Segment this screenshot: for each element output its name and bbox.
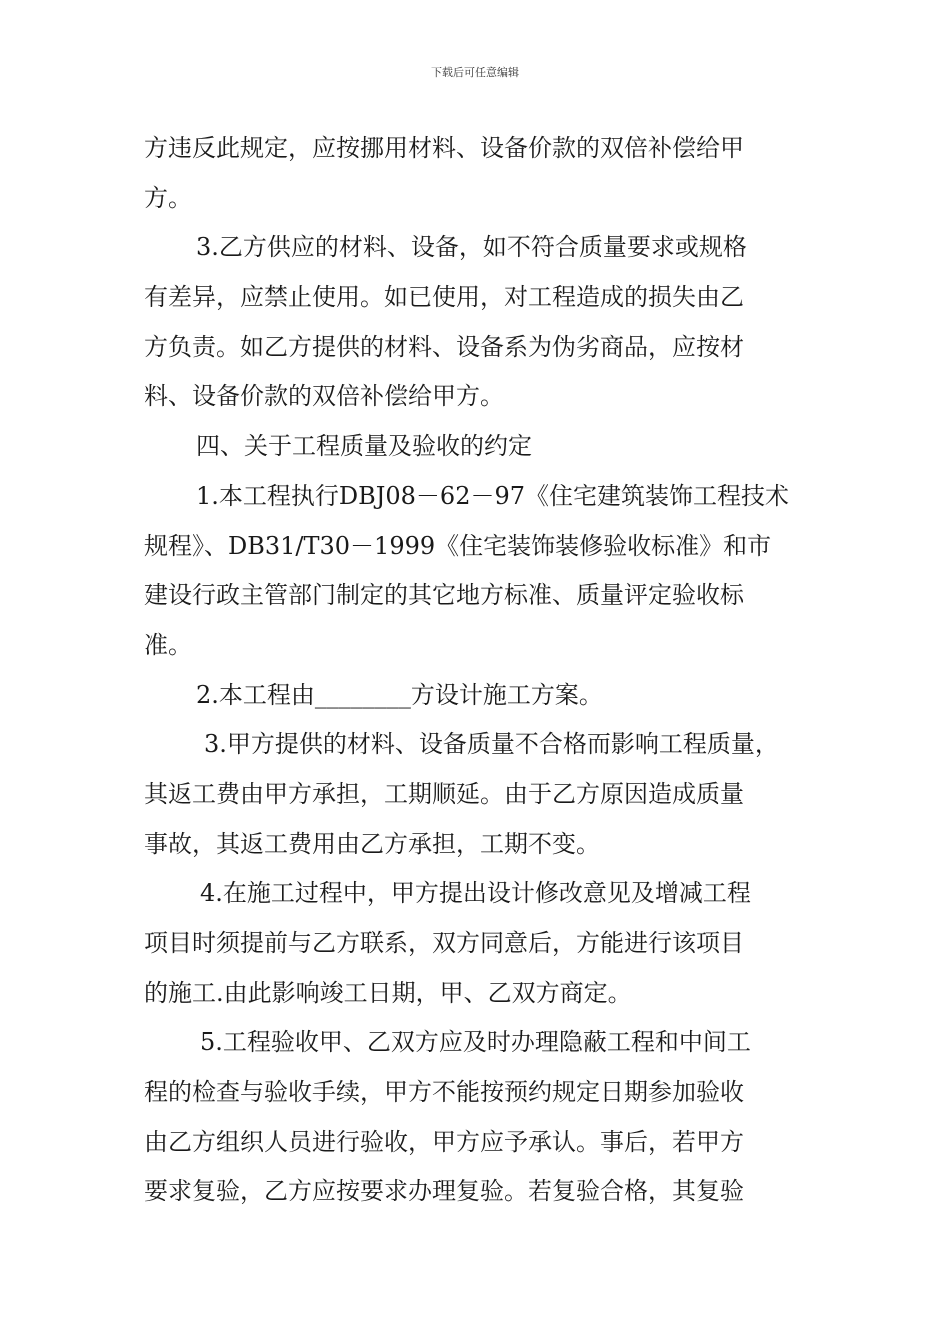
text-line: 其返工费由甲方承担，工期顺延。由于乙方原因造成质量 bbox=[144, 779, 744, 808]
text-line: 要求复验，乙方应按要求办理复验。若复验合格，其复验 bbox=[144, 1177, 744, 1206]
document-body bbox=[144, 124, 812, 1217]
text-line: 5.工程验收甲、乙双方应及时办理隐蔽工程和中间工 bbox=[200, 1028, 751, 1057]
text-line: 由乙方组织人员进行验收，甲方应予承认。事后，若甲方 bbox=[144, 1127, 744, 1156]
text-line: 程的检查与验收手续，甲方不能按预约规定日期参加验收 bbox=[144, 1078, 744, 1107]
text-line: 方。 bbox=[144, 183, 192, 212]
text-line: 料、设备价款的双倍补偿给甲方。 bbox=[144, 382, 504, 411]
text-line: 规程》、DB31/T30－1999《住宅装饰装修验收标准》和市 bbox=[144, 531, 772, 560]
text-line: 的施工.由此影响竣工日期，甲、乙双方商定。 bbox=[144, 978, 632, 1007]
text-line: 有差异，应禁止使用。如已使用，对工程造成的损失由乙 bbox=[144, 283, 744, 312]
text-line: 3.甲方提供的材料、设备质量不合格而影响工程质量， bbox=[204, 730, 779, 759]
text-line: 3.乙方供应的材料、设备，如不符合质量要求或规格 bbox=[196, 233, 747, 262]
text-line: 2.本工程由________方设计施工方案。 bbox=[196, 680, 603, 709]
text-line: 4.在施工过程中，甲方提出设计修改意见及增减工程 bbox=[200, 879, 751, 908]
text-line: 建设行政主管部门制定的其它地方标准、质量评定验收标 bbox=[144, 581, 744, 610]
text-line: 1.本工程执行DBJ08－62－97《住宅建筑装饰工程技术 bbox=[196, 481, 790, 510]
text-line: 事故，其返工费用由乙方承担，工期不变。 bbox=[144, 829, 600, 858]
section-heading: 四、关于工程质量及验收的约定 bbox=[196, 432, 532, 461]
text-line: 项目时须提前与乙方联系，双方同意后，方能进行该项目 bbox=[144, 929, 744, 957]
text-line: 方违反此规定，应按挪用材料、设备价款的双倍补偿给甲 bbox=[144, 134, 744, 162]
text-line: 方负责。如乙方提供的材料、设备系为伪劣商品，应按材 bbox=[144, 332, 744, 361]
text-line: 准。 bbox=[144, 630, 192, 659]
page-header: 下载后可任意编辑 bbox=[431, 66, 519, 79]
